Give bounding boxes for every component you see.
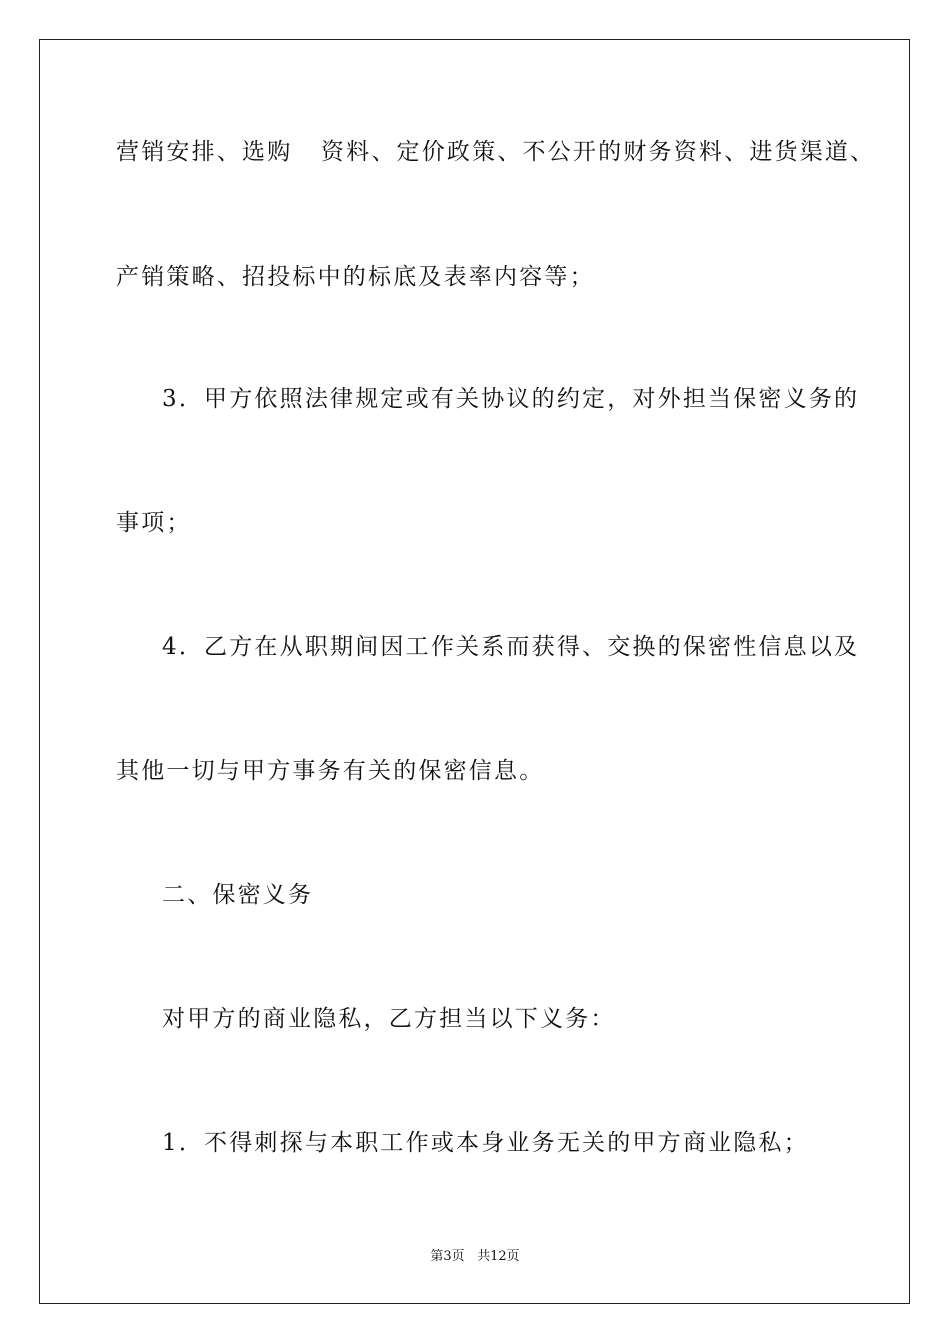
page-number: 第3页	[430, 1249, 465, 1264]
page-total: 共12页	[477, 1249, 520, 1264]
body-text-line: 产销策略、招投标中的标底及表率内容等；	[116, 264, 595, 290]
body-text-line: 1．不得刺探与本职工作或本身业务无关的甲方商业隐私；	[162, 1130, 809, 1156]
body-text-line: 对甲方的商业隐私，乙方担当以下义务：	[162, 1006, 616, 1032]
body-text-line: 4．乙方在从职期间因工作关系而获得、交换的保密性信息以及	[162, 634, 860, 660]
section-heading: 二、保密义务	[162, 882, 314, 908]
page-footer	[0, 1248, 950, 1266]
page-border	[39, 39, 910, 1304]
body-text-line: 其他一切与甲方事务有关的保密信息。	[116, 758, 545, 784]
body-text-line: 3．甲方依照法律规定或有关协议的约定，对外担当保密义务的	[162, 386, 860, 412]
body-text-line: 事项；	[116, 510, 192, 536]
body-text-line: 营销安排、选购 资料、定价政策、不公开的财务资料、进货渠道、	[116, 139, 876, 165]
